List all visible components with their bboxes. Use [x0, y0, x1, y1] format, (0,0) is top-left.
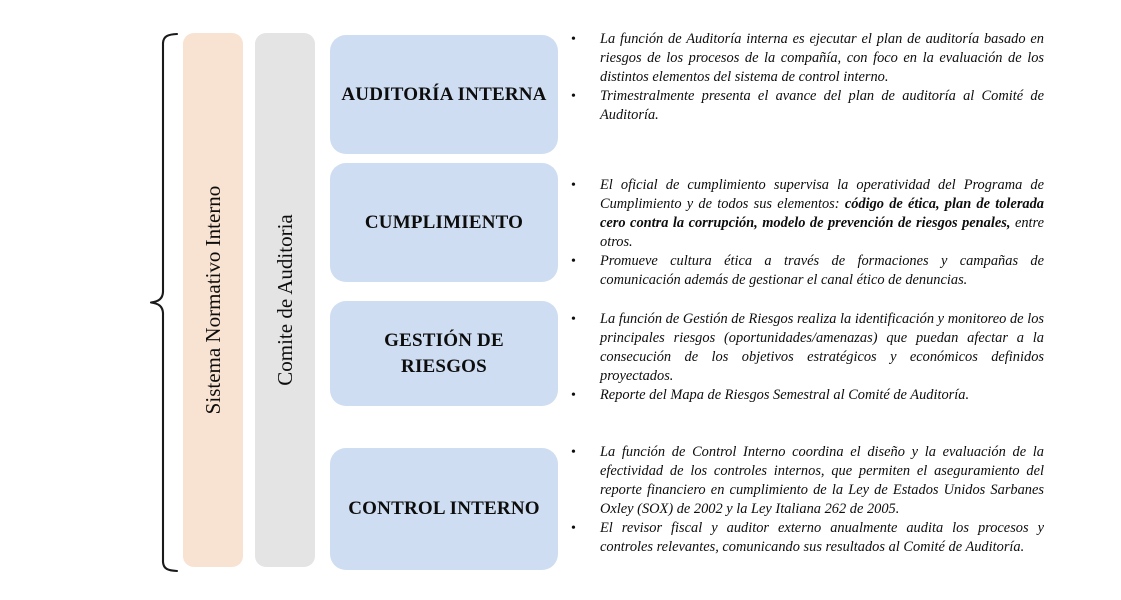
- description-text: Reporte del Mapa de Riesgos Semestral al Comité de Auditoría.: [600, 387, 970, 403]
- bullet-icon: •: [571, 521, 576, 536]
- description-text: El oficial de cumplimiento supervisa la operatividad del Programa de Cumplimiento y de todos sus elementos: código de ética, plan de tolerada cero contra la corrupción, modelo de prevención de riesgos penales, entre otros.: [600, 177, 1045, 250]
- pillar-label-cumplimiento: CUMPLIMIENTO: [364, 211, 524, 233]
- bullet-icon: •: [571, 312, 576, 327]
- column-normativo-label: Sistema Normativo Interno: [200, 185, 225, 415]
- bullet-icon: •: [571, 388, 576, 403]
- bullet-icon: •: [571, 178, 576, 193]
- description-text: El revisor fiscal y auditor externo anualmente audita los procesos y controles relevantes, comunicando sus resultados al Comité de Auditoría.: [600, 520, 1044, 555]
- pillar-box-control-interno: [330, 448, 558, 570]
- description-text: La función de Auditoría interna es ejecutar el plan de auditoría basado en riesgos de los procesos de la compañía, con foco en la evaluación de los distintos elementos del sistema de control interno.: [600, 31, 1044, 85]
- grouping-brace-icon: [148, 30, 180, 575]
- bullet-icon: •: [571, 254, 576, 269]
- description-block-cumplimiento: [566, 176, 1044, 290]
- pillar-box-auditoria-interna: [330, 35, 558, 154]
- list-item: [566, 443, 1044, 519]
- pillar-label-auditoria-interna: AUDITORÍA INTERNA: [341, 83, 547, 105]
- bullet-icon: •: [571, 89, 576, 104]
- description-text: Promueve cultura ética a través de formaciones y campañas de comunicación además de gestionar el canal ético de denuncias.: [600, 253, 1044, 288]
- column-sistema-normativo-interno: [183, 33, 243, 567]
- list-item: [566, 386, 1044, 405]
- description-block-control-interno: [566, 443, 1044, 557]
- bullet-icon: •: [571, 445, 576, 460]
- pillar-label-gestion-de-riesgos: GESTIÓN DE RIESGOS: [384, 330, 504, 377]
- list-item: [566, 87, 1044, 125]
- bullet-icon: •: [571, 32, 576, 47]
- description-text: La función de Control Interno coordina el diseño y la evaluación de la efectividad de los controles internos, que permiten el aseguramiento del reporte financiero en cumplimiento de la Ley de Estados Unidos Sarbanes Oxley (SOX) de 2002 y la Ley Italiana 262 de 2005.: [600, 444, 1044, 517]
- list-item: [566, 519, 1044, 557]
- description-text: Trimestralmente presenta el avance del plan de auditoría al Comité de Auditoría.: [600, 88, 1044, 123]
- list-item: [566, 252, 1044, 290]
- description-block-auditoria-interna: [566, 30, 1044, 125]
- pillar-label-control-interno: CONTROL INTERNO: [348, 498, 540, 520]
- description-block-gestion-de-riesgos: [566, 310, 1044, 405]
- list-item: [566, 176, 1044, 252]
- pillar-box-gestion-de-riesgos: [330, 301, 558, 406]
- column-comite-de-auditoria: [255, 33, 315, 567]
- outer-system-label: [83, 0, 123, 35]
- list-item: [566, 30, 1044, 87]
- description-text: La función de Gestión de Riesgos realiza la identificación y monitoreo de los principales riesgos (oportunidades/amenazas) que puedan afectar a la consecución de los objetivos estratégicos y económicos definidos proyectados.: [600, 311, 1044, 384]
- column-comite-label: Comite de Auditoria: [272, 214, 297, 386]
- pillar-box-cumplimiento: [330, 163, 558, 282]
- list-item: [566, 310, 1044, 386]
